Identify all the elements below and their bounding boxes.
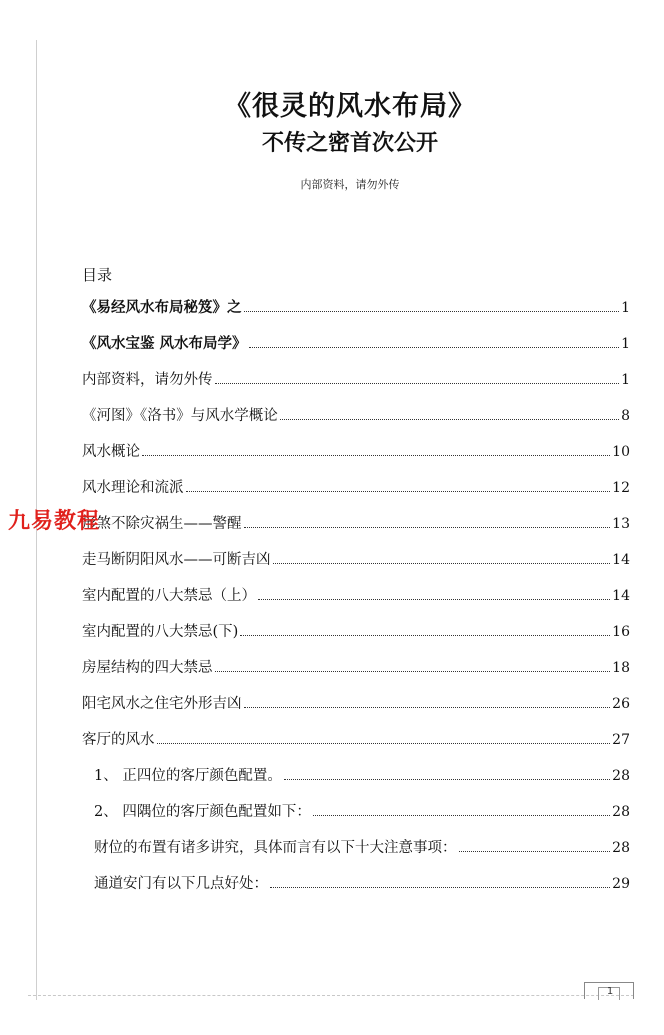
toc-entry[interactable] (82, 692, 630, 728)
toc-entry-page: 29 (612, 876, 630, 892)
document-subtitle: 不传之密首次公开 (261, 131, 438, 156)
toc-entry-page: 1 (621, 300, 630, 316)
toc-entry-page: 16 (612, 624, 630, 640)
toc-dot-leader (244, 311, 620, 312)
toc-entry[interactable] (82, 656, 630, 692)
toc-entry-page: 10 (612, 444, 630, 460)
toc-entry-title: 室内配置的八大禁忌（上） (82, 588, 256, 604)
toc-entry-title: 1、 正四位的客厅颜色配置。 (94, 768, 282, 784)
toc-entry-page: 8 (621, 408, 630, 424)
toc-entry[interactable] (82, 332, 630, 368)
toc-entry-page: 12 (612, 480, 630, 496)
toc-dot-leader (459, 851, 611, 852)
toc-dot-leader (157, 743, 611, 744)
toc-dot-leader (258, 599, 610, 600)
toc-entry[interactable] (82, 296, 630, 332)
toc-dot-leader (249, 347, 620, 348)
watermark-logo: 九易教程 (8, 509, 101, 534)
document-title: 《很灵的风水布局》 (224, 91, 476, 122)
toc-entry-page: 14 (612, 588, 630, 604)
toc-entry-title: 走马断阴阳风水——可断吉凶 (82, 552, 271, 568)
toc-dot-leader (186, 491, 611, 492)
toc-dot-leader (280, 419, 619, 420)
toc-entry-page: 18 (612, 660, 630, 676)
toc-entry[interactable] (82, 548, 630, 584)
toc-entry[interactable] (82, 476, 630, 512)
toc-dot-leader (270, 887, 610, 888)
toc-entry[interactable] (82, 584, 630, 620)
toc-entry-page: 27 (612, 732, 630, 748)
toc-entry-title: 内部资料，请勿外传 (82, 372, 213, 388)
toc-entry-title: 房屋结构的四大禁忌 (82, 660, 213, 676)
toc-entry-page: 28 (612, 840, 630, 856)
toc-entry-title: 风水理论和流派 (82, 480, 184, 496)
toc-dot-leader (142, 455, 610, 456)
toc-entry-title: 形煞不除灾祸生——警醒 (82, 516, 242, 532)
toc-entry-title: 风水概论 (82, 444, 140, 460)
table-of-contents (82, 296, 630, 908)
toc-entry[interactable] (82, 368, 630, 404)
toc-dot-leader (244, 527, 611, 528)
toc-entry-title: 2、 四隅位的客厅颜色配置如下： (94, 804, 311, 820)
toc-entry-title: 阳宅风水之住宅外形吉凶 (82, 696, 242, 712)
toc-entry[interactable] (82, 872, 630, 908)
toc-entry-page: 28 (612, 768, 630, 784)
toc-entry[interactable] (82, 404, 630, 440)
toc-entry-page: 28 (612, 804, 630, 820)
toc-dot-leader (244, 707, 611, 708)
toc-entry-title: 《易经风水布局秘笈》之 (82, 299, 242, 316)
confidential-note: 内部资料，请勿外传 (300, 178, 400, 191)
toc-entry[interactable] (82, 800, 630, 836)
page-bottom-rule (28, 995, 634, 996)
page-number: 1 (606, 986, 614, 997)
toc-entry-page: 1 (621, 336, 630, 352)
toc-entry-page: 1 (621, 372, 630, 388)
toc-entry-page: 26 (612, 696, 630, 712)
toc-dot-leader (215, 383, 620, 384)
toc-entry[interactable] (82, 836, 630, 872)
toc-dot-leader (313, 815, 610, 816)
toc-entry-title: 财位的布置有诸多讲究，具体而言有以下十大注意事项： (94, 840, 457, 856)
toc-entry-page: 14 (612, 552, 630, 568)
toc-entry[interactable] (82, 764, 630, 800)
toc-dot-leader (273, 563, 611, 564)
toc-heading: 目录 (82, 266, 113, 284)
toc-entry-title: 室内配置的八大禁忌(下) (82, 624, 239, 640)
toc-dot-leader (284, 779, 610, 780)
toc-dot-leader (240, 635, 610, 636)
toc-entry-page: 13 (612, 516, 630, 532)
toc-entry-title: 客厅的风水 (82, 732, 155, 748)
toc-entry[interactable] (82, 440, 630, 476)
toc-entry[interactable] (82, 620, 630, 656)
toc-entry[interactable] (82, 728, 630, 764)
toc-entry-title: 通道安门有以下几点好处： (94, 876, 268, 892)
toc-entry[interactable] (82, 512, 630, 548)
toc-entry-title: 《风水宝鉴 风水布局学》 (82, 335, 247, 352)
toc-entry-title: 《河图》《洛书》与风水学概论 (82, 408, 278, 424)
toc-dot-leader (215, 671, 611, 672)
